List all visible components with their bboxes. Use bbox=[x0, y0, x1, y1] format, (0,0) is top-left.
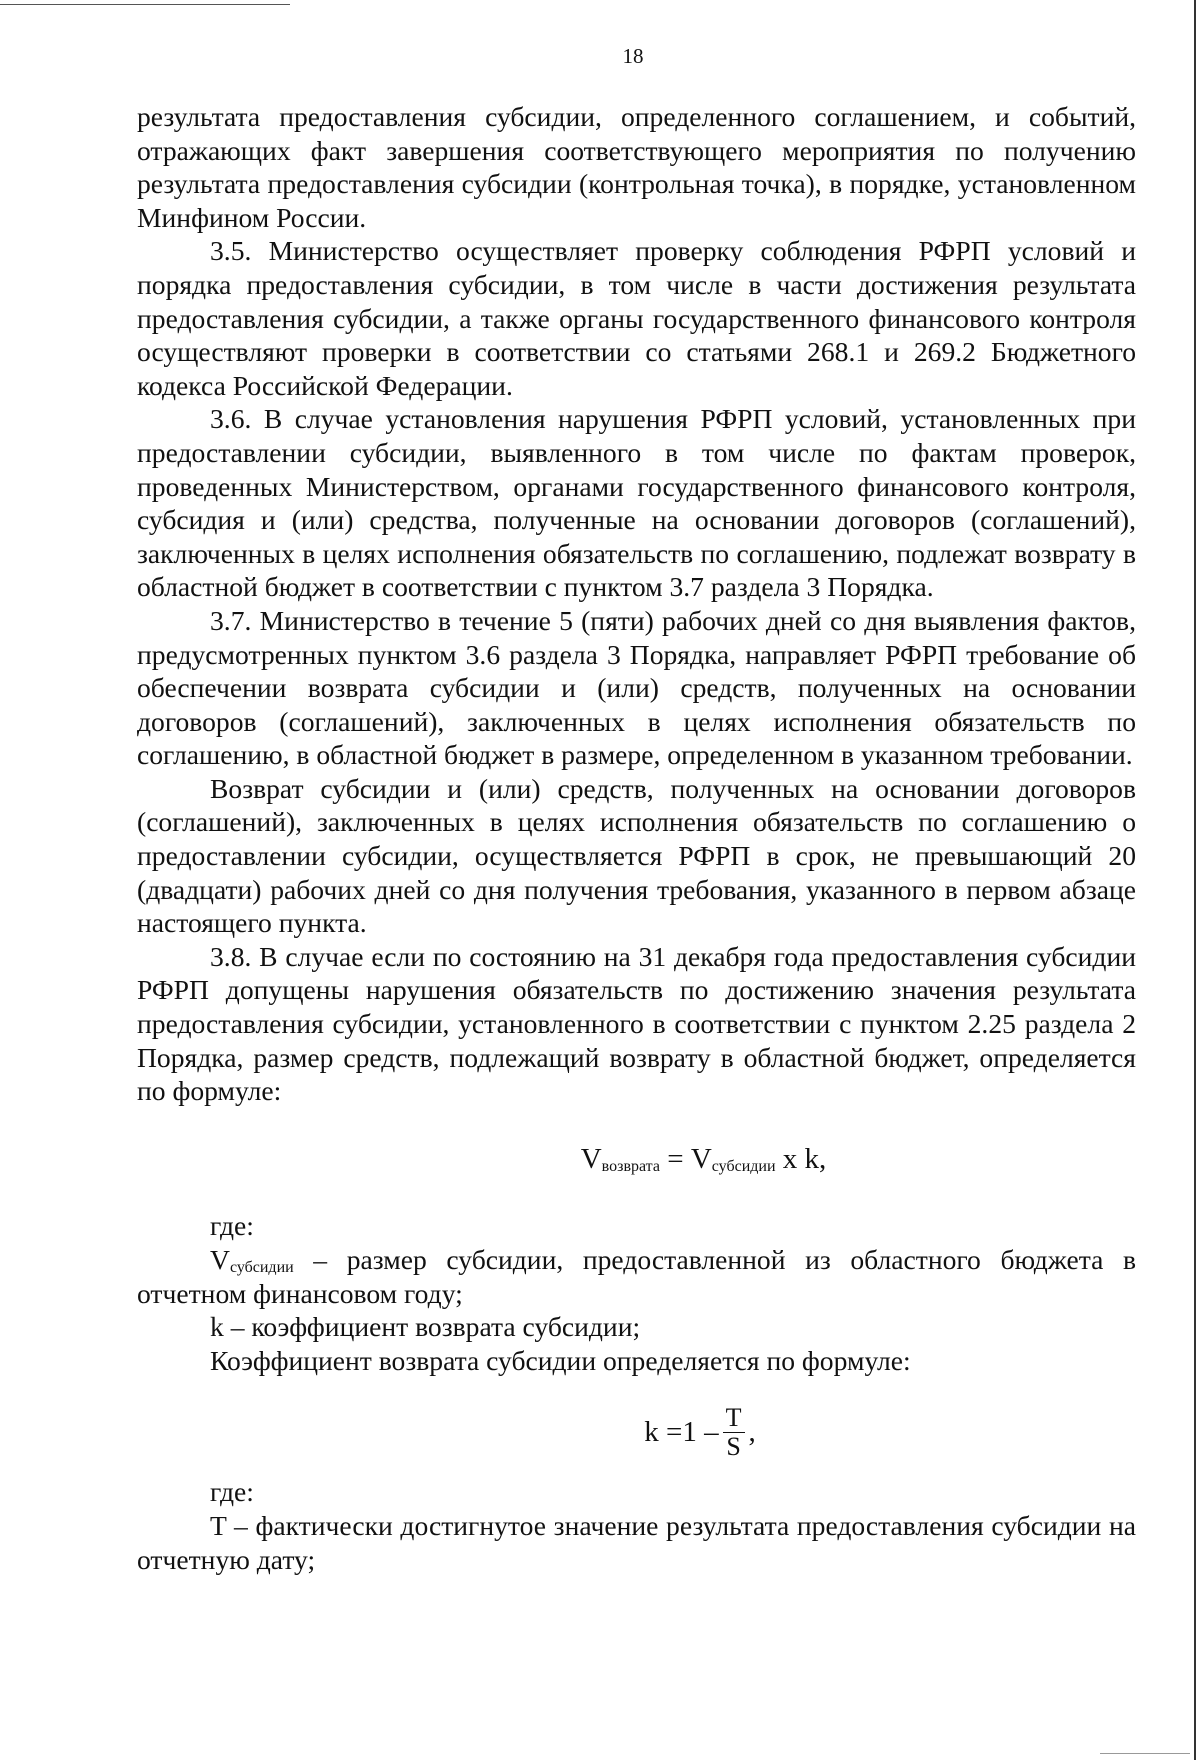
paragraph-3-5: 3.5. Министерство осуществляет проверку соблюдения РФРП условий и порядка предоставления субсидии, в том числе в части достижения результата предоставления субсидии, а также органы государственного финансового контроля осуществляют проверки в соответствии со статьями 268.1 и 269.2 Бюджетного кодекса Российской Федерации. bbox=[137, 235, 1136, 401]
where-label-1: где: bbox=[210, 1210, 254, 1242]
page-number: 18 bbox=[622, 44, 644, 68]
definition-t: T – фактически достигнутое значение результата предоставления субсидии на отчетную дату; bbox=[137, 1509, 1136, 1575]
formula-v-subsidy: $V_{субсидии}$ bbox=[690, 1142, 776, 1175]
formula-k-left: k =1 – bbox=[644, 1415, 719, 1448]
paragraph-3-6: 3.6. В случае установления нарушения РФРП условий, установленных при предоставлении субсидии, выявленного в том числе по фактам проверок, проведенных Министерством, органами государственного финансового контроля, субсидия и (или) средства, полученные на основании договоров (соглашений), заключенных в целях исполнения обязательств по соглашению, подлежат возврату в областной бюджет в соответствии с пунктом 3.7 раздела 3 Порядка. bbox=[137, 403, 1136, 603]
formula-coefficient bbox=[264, 1401, 1136, 1463]
paragraph-return-terms: Возврат субсидии и (или) средств, полученных на основании договоров (соглашений), заключенных в целях исполнения обязательств по соглашению о предоставлении субсидии, осуществляется РФРП в срок, не превышающий 20 (двадцати) рабочих дней со дня получения требования, указанного в первом абзаце настоящего пункта. bbox=[137, 772, 1136, 939]
fraction-denominator: S bbox=[726, 1431, 741, 1461]
formula-return-amount: $V_{возврата} = V_{субсидии}$ x k, bbox=[580, 1142, 827, 1175]
where-label-2: где: bbox=[210, 1476, 254, 1508]
fraction bbox=[723, 1402, 745, 1461]
document-body bbox=[137, 100, 1136, 1576]
scan-edge-bottom bbox=[1100, 1753, 1190, 1754]
formula-v-return: $V_{возврата}$ bbox=[580, 1142, 660, 1175]
definition-v-subsidy: $V_{субсидии}$ – размер субсидии, предоставленной из областного бюджета в отчетном финансовом году; bbox=[137, 1244, 1136, 1309]
paragraph-3-8: 3.8. В случае если по состоянию на 31 декабря года предоставления субсидии РФРП допущены нарушения обязательств по достижению значения результата предоставления субсидии, установленного в соответствии с пунктом 2.25 раздела 2 Порядка, размер средств, подлежащий возврату в областной бюджет, определяется по формуле: bbox=[137, 940, 1136, 1107]
k-formula-intro: Коэффициент возврата субсидии определяется по формуле: bbox=[210, 1344, 911, 1376]
scan-edge-top bbox=[0, 4, 290, 5]
definition-k: k – коэффициент возврата субсидии; bbox=[210, 1311, 641, 1343]
scan-edge-right bbox=[1194, 0, 1196, 1760]
formula-k-tail: , bbox=[748, 1415, 756, 1448]
paragraph-3-7: 3.7. Министерство в течение 5 (пяти) рабочих дней со дня выявления фактов, предусмотренных пунктом 3.6 раздела 3 Порядка, направляет РФРП требование об обеспечении возврата субсидии и (или) средств, полученных на основании договоров (соглашений), заключенных в целях исполнения обязательств по соглашению, в областной бюджет в размере, определенном в указанном требовании. bbox=[137, 604, 1136, 771]
fraction-numerator: T bbox=[723, 1405, 745, 1433]
paragraph-continuation: результата предоставления субсидии, определенного соглашением, и событий, отражающих факт завершения соответствующего мероприятия по получению результата предоставления субсидии (контрольная точка), в порядке, установленном Минфином России. bbox=[137, 101, 1136, 233]
